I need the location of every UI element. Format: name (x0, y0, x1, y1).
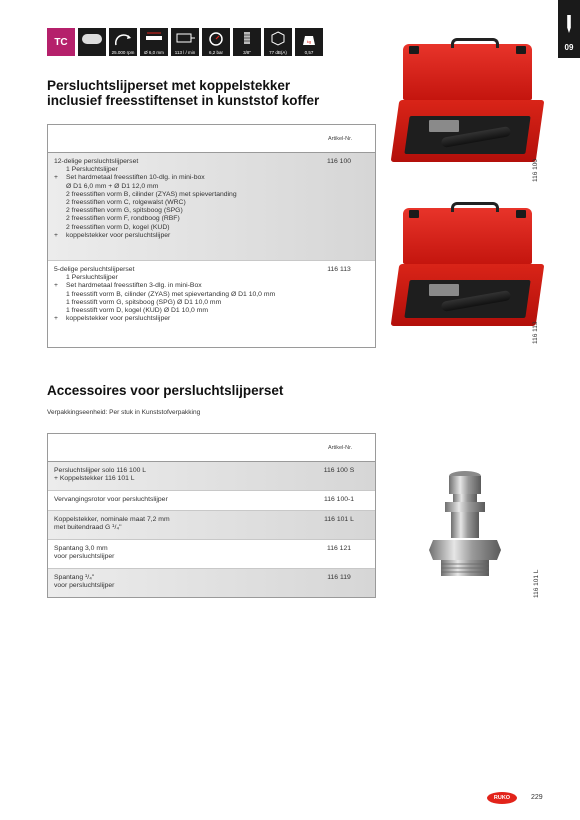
burr-set (429, 120, 459, 132)
row-line: 1 Persluchtslijper (66, 166, 118, 174)
row-line: 12-delige persluchtslijperset (54, 158, 139, 165)
cylinder-tool-icon (78, 28, 106, 56)
noise-icon (264, 28, 292, 56)
row-description (48, 496, 296, 504)
page-number: 229 (531, 794, 543, 801)
row-line: + Set hardmetaal freesstiften 3-dlg. in mini-Box (54, 282, 202, 290)
speed-label: 25.000 rpm (111, 50, 135, 55)
table-row (48, 462, 375, 491)
row-line: 5-delige persluchtslijperset (54, 266, 135, 273)
article-number: 116 100 (326, 158, 352, 165)
chapter-tab (558, 0, 580, 58)
row-description (48, 158, 296, 240)
thread-icon (233, 28, 261, 56)
row-line: Koppelstekker, nominale maat 7,2 mm (54, 516, 170, 523)
noise-label: 77 dB(A) (269, 50, 287, 55)
length-icon (171, 28, 199, 56)
row-description (48, 516, 296, 532)
table-row (48, 491, 375, 511)
row-description (48, 467, 296, 483)
row-line: 2 freesstiften vorm F, rondboog (RBF) (66, 215, 180, 223)
row-line: Ø D1 6,0 mm + Ø D1 12,0 mm (66, 182, 159, 190)
row-line: Vervangingsrotor voor persluchtslijper (54, 496, 168, 503)
row-line: + koppelstekker voor persluchtslijper (54, 231, 171, 239)
row-line: voor persluchtslijper (54, 553, 115, 561)
table-row (48, 511, 375, 540)
article-number: 116 113 (327, 266, 351, 273)
thread-label: 3/8" (243, 50, 251, 55)
row-description (48, 574, 296, 590)
weight-icon (295, 28, 323, 56)
article-number-header: Artikel-Nr. (328, 136, 353, 142)
section-title: Persluchtslijperset met koppelstekker inclusief freesstiftenset in kunststof koffer (47, 78, 320, 108)
coupler-image (425, 468, 505, 578)
row-line: 1 freesstift vorm G, spitsboog (SPG) Ø D1 10,0 mm (66, 298, 222, 306)
row-line: Persluchtslijper solo 116 100 L (54, 467, 147, 474)
section-title: Accessoires voor persluchtslijperset (47, 383, 284, 398)
table-row (48, 261, 375, 347)
tc-badge: TC (47, 28, 75, 56)
burr-set (429, 284, 459, 296)
weight-unit: kg (306, 39, 312, 44)
row-line: 2 freesstiften vorm B, cilinder (ZYAS) met spievertanding (66, 190, 237, 198)
table-header (48, 434, 375, 462)
row-line: Spantang 3,0 mm (54, 545, 108, 552)
article-number: 116 121 (326, 545, 352, 552)
table-row (48, 153, 375, 261)
case-lid (403, 208, 532, 264)
row-line: + Koppelstekker 116 101 L (54, 475, 135, 483)
case-lid (403, 44, 532, 100)
shank-diameter-label: Ø 6,0 mm (144, 50, 164, 55)
article-number: 116 101 L (324, 516, 354, 523)
drill-bit-icon (566, 15, 572, 33)
packaging-note: Verpakkingseenheid: Per stuk in Kunststofverpakking (47, 409, 201, 416)
row-line: voor persluchtslijper (54, 582, 115, 590)
article-number: 116 100 S (323, 467, 355, 474)
image-code: 116 101 L (533, 569, 540, 598)
article-number-header: Artikel-Nr. (328, 445, 353, 451)
airflow-label: 113 l / min (174, 50, 196, 55)
shank-diameter-icon (140, 28, 168, 56)
row-description (48, 266, 296, 323)
row-line: 1 freesstift vorm D, kogel (KUD) Ø D1 10,0 mm (66, 307, 209, 315)
speed-icon (109, 28, 137, 56)
weight-label: 0,57 (304, 50, 314, 55)
pressure-label: 6,2 bar (208, 50, 223, 55)
table-header (48, 125, 375, 153)
accessories-table (47, 433, 376, 598)
row-line: met buitendraad G ¹/₄" (54, 524, 122, 532)
product-image-case-1 (395, 44, 540, 162)
article-number: 116 119 (327, 574, 351, 581)
row-line: 2 freesstiften vorm C, rolgewalst (WRC) (66, 199, 186, 207)
chapter-number: 09 (564, 43, 574, 52)
row-line: 2 freesstiften vorm G, spitsboog (SPG) (66, 207, 183, 215)
image-code: 116 113 (532, 321, 539, 344)
ruko-logo: RUKO (487, 792, 517, 804)
pressure-icon (202, 28, 230, 56)
table-row (48, 569, 375, 597)
product-image-case-2 (395, 208, 540, 326)
row-line: + Set hardmetaal freesstiften 10-dlg. in mini-box (54, 174, 205, 182)
product-table-1 (47, 124, 376, 348)
row-line: + koppelstekker voor persluchtslijper (54, 315, 171, 323)
row-line: Spantang ¹/₄" (54, 574, 95, 581)
row-line: 1 freesstift vorm B, cilinder (ZYAS) met spievertanding Ø D1 10,0 mm (66, 290, 276, 298)
row-line: 1 Persluchtslijper (66, 274, 118, 282)
image-code: 116 100 (532, 158, 539, 182)
row-line: 2 freesstiften vorm D, kogel (KUD) (66, 223, 170, 231)
row-description (48, 545, 296, 561)
article-number: 116 100-1 (323, 496, 355, 503)
table-row (48, 540, 375, 569)
spec-icon-strip (47, 28, 323, 56)
